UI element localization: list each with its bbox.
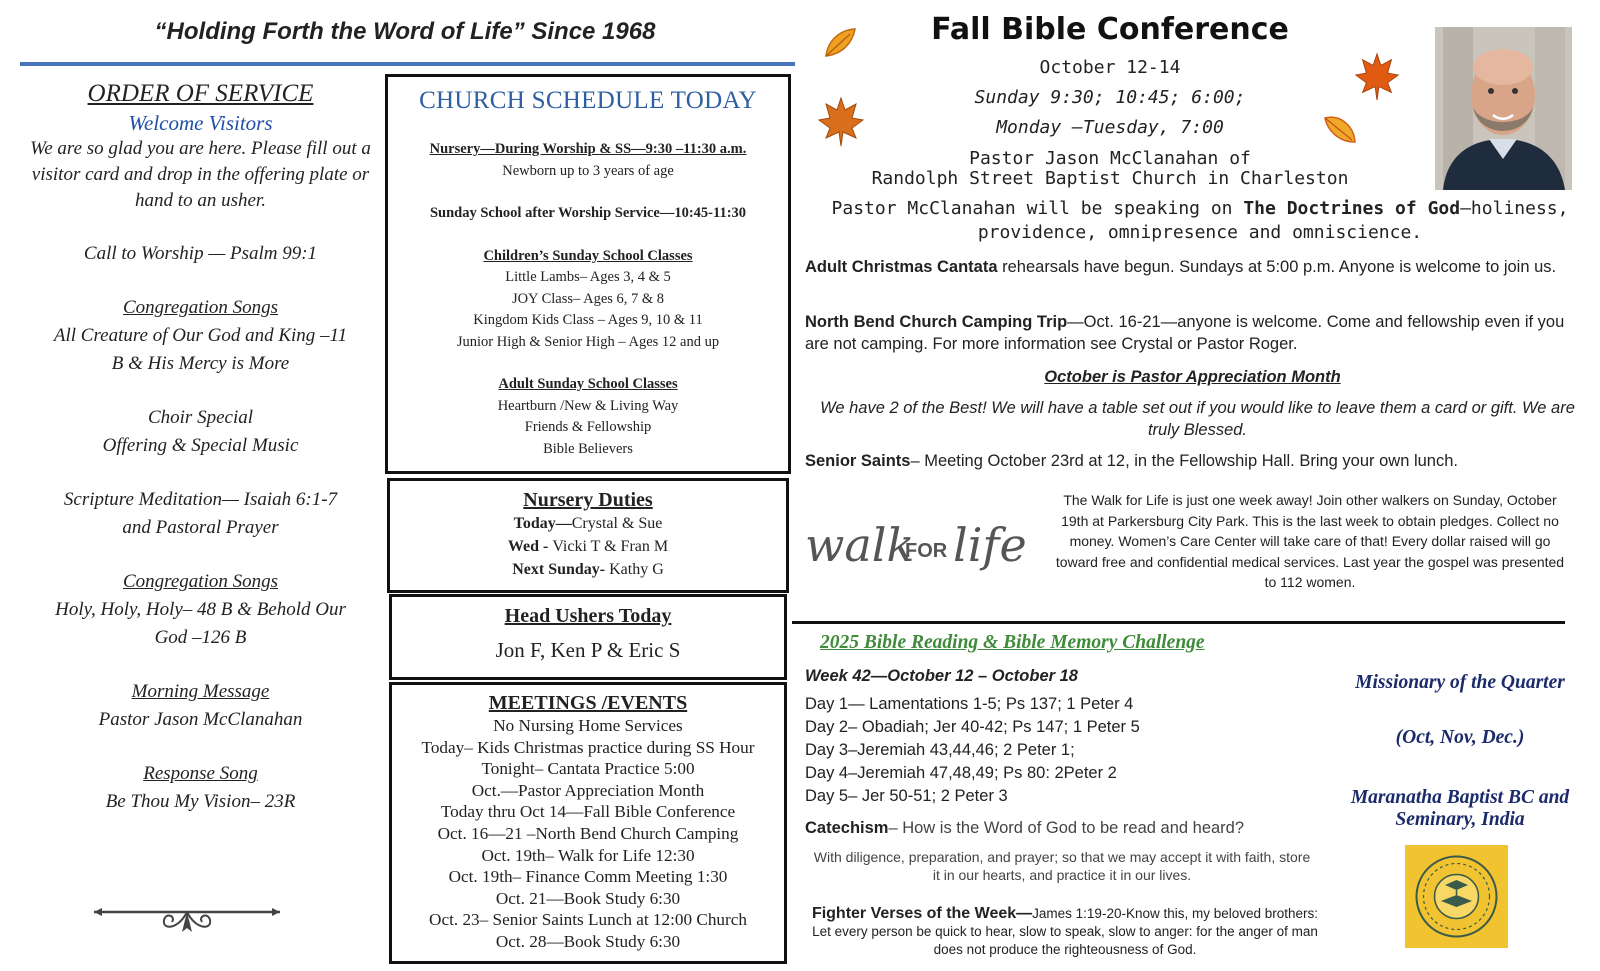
tagline-divider (20, 62, 795, 66)
songs2-line-b: God –126 B (154, 627, 247, 648)
catechism-question: Catechism– How is the Word of God to be read and heard? (805, 819, 1245, 837)
songs2-line-a: Holy, Holy, Holy– 48 B & Behold Our (55, 599, 346, 620)
fighter-verses: Fighter Verses of the Week—James 1:19-20-Know this, my beloved brothers: Let every person be quick to hear, slow to speak, slow to anger: for the anger of man does not produce the righteousness of God. (811, 905, 1319, 957)
response-label: Response Song (143, 763, 258, 784)
children-class: Kingdom Kids Class – Ages 9, 10 & 11 (473, 312, 703, 328)
meeting-item: Oct. 21—Book Study 6:30 (495, 888, 681, 908)
meeting-item: Oct. 19th– Walk for Life 12:30 (481, 845, 695, 865)
meetings-events-box (389, 682, 787, 964)
reading-days (805, 693, 1140, 808)
reading-week: Week 42—October 12 – October 18 (805, 667, 1078, 685)
nursery-heading: Nursery—During Worship & SS—9:30 –11:30 a.m. (429, 141, 747, 157)
call-to-worship: Call to Worship — Psalm 99:1 (83, 243, 318, 264)
adult-classes-heading: Adult Sunday School Classes (498, 376, 678, 392)
missionary-quarter: (Oct, Nov, Dec.) (1395, 727, 1525, 748)
church-schedule-box (385, 74, 791, 474)
meeting-item: Oct.—Pastor Appreciation Month (471, 780, 705, 800)
meetings-title: MEETINGS /EVENTS (488, 692, 688, 714)
songs1-label: Congregation Songs (123, 297, 278, 318)
meeting-item: Today thru Oct 14—Fall Bible Conference (440, 802, 736, 822)
meeting-item: Tonight– Cantata Practice 5:00 (481, 759, 695, 779)
children-class: JOY Class– Ages 6, 7 & 8 (511, 290, 665, 307)
nursery-duties-box (387, 478, 789, 593)
children-class: Junior High & Senior High – Ages 12 and up (456, 333, 720, 350)
songs1-line-a: All Creature of Our God and King –11 (53, 325, 348, 346)
adult-class: Friends & Fellowship (524, 419, 652, 435)
order-of-service (18, 78, 383, 816)
welcome-text: We are so glad you are here. Please fill out a visitor card and drop in the offering plate or hand to an usher. (30, 138, 371, 211)
order-heading: ORDER OF SERVICE (87, 80, 314, 107)
catechism-answer: With diligence, preparation, and prayer; so that we may accept it with faith, store it in our hearts, and practice it in our lives. (813, 849, 1311, 883)
choir-special: Choir Special (147, 407, 254, 428)
adult-class: Heartburn /New & Living Way (497, 397, 679, 414)
sunday-school-time: Sunday School after Worship Service—10:45-11:30 (429, 205, 747, 221)
message-speaker: Pastor Jason McClanahan (98, 709, 303, 730)
scripture-line-a: Scripture Meditation— Isaiah 6:1-7 (63, 489, 338, 510)
reading-challenge-title: 2025 Bible Reading & Bible Memory Challenge (820, 632, 1205, 653)
meeting-item: Oct. 28—Book Study 6:30 (495, 931, 681, 951)
pastor-photo (1435, 27, 1572, 190)
conference-dates: October 12-14 (1039, 57, 1181, 78)
children-classes-heading: Children’s Sunday School Classes (483, 247, 693, 264)
meeting-item: No Nursing Home Services (493, 716, 683, 735)
nursery-age: Newborn up to 3 years of age (502, 162, 674, 179)
walk-for-life-logo: walk FOR life (805, 518, 1027, 572)
head-ushers-box (389, 594, 787, 680)
conference-title: Fall Bible Conference (931, 12, 1289, 47)
reading-day: Day 3–Jeremiah 43,44,46; 2 Peter 1; (805, 741, 1075, 759)
meeting-item: Today– Kids Christmas practice during SS Hour (421, 737, 755, 757)
senior-saints-announcement: Senior Saints– Meeting October 23rd at 12, in the Fellowship Hall. Bring your own lunch. (805, 452, 1458, 470)
section-divider (792, 621, 1565, 624)
ornament-flourish-icon (90, 900, 285, 938)
seminary-seal-logo (1405, 845, 1508, 948)
scripture-line-b: and Pastoral Prayer (122, 517, 279, 538)
adult-class: Bible Believers (543, 440, 633, 457)
conference-sunday-times: Sunday 9:30; 10:45; 6:00; (974, 87, 1246, 108)
songs1-line-b: B & His Mercy is More (111, 353, 290, 374)
pastor-appreciation-heading: October is Pastor Appreciation Month (1044, 368, 1341, 386)
conference-weekday-times: Monday –Tuesday, 7:00 (996, 117, 1224, 138)
reading-day: Day 1— Lamentations 1-5; Ps 137; 1 Peter 4 (805, 695, 1134, 713)
response-song: Be Thou My Vision– 23R (105, 791, 296, 812)
children-class: Little Lambs– Ages 3, 4 & 5 (505, 269, 671, 285)
nursery-duties-title: Nursery Duties (523, 489, 653, 511)
conference-speaker-church: Randolph Street Baptist Church in Charleston (871, 168, 1349, 189)
camping-announcement: North Bend Church Camping Trip—Oct. 16-21—anyone is welcome. Come and fellowship even if you are not camping. For more information see Crystal or Pastor Roger. (805, 313, 1565, 353)
welcome-heading: Welcome Visitors (128, 111, 273, 135)
meeting-item: Oct. 23– Senior Saints Lunch at 12:00 Church (429, 910, 747, 930)
message-label: Morning Message (131, 681, 270, 702)
pastor-appreciation-text: We have 2 of the Best! We will have a table set out if you would like to leave them a card or gift. We are truly Blessed. (820, 399, 1575, 439)
tagline: “Holding Forth the Word of Life” Since 1968 (154, 18, 656, 45)
meeting-item: Oct. 16—21 –North Bend Church Camping (437, 823, 739, 843)
reading-day: Day 2– Obadiah; Jer 40-42; Ps 147; 1 Peter 5 (805, 718, 1140, 736)
ushers-title: Head Ushers Today (504, 605, 672, 627)
ushers-names: Jon F, Ken P & Eric S (495, 638, 681, 662)
reading-day: Day 4–Jeremiah 47,48,49; Ps 80: 2Peter 2 (805, 764, 1117, 782)
schedule-title: CHURCH SCHEDULE TODAY (419, 87, 757, 114)
meeting-item: Oct. 19th– Finance Comm Meeting 1:30 (448, 867, 728, 887)
nursery-wed: Wed - Vicki T & Fran M (507, 538, 669, 555)
offering: Offering & Special Music (102, 435, 299, 456)
walk-for-life-text: The Walk for Life is just one week away! Join other walkers on Sunday, October 19th at Parkersburg City Park. This is the last week to obtain pledges. Collect no money. Women’s Care Center will take care of that! Every dollar raised will go toward free and confidential medical services. Last year the gospel was presented to 112 women. (1055, 492, 1565, 590)
conference-speaker: Pastor Jason McClanahan of (969, 148, 1251, 169)
missionary-title: Missionary of the Quarter (1355, 672, 1565, 693)
songs2-label: Congregation Songs (123, 571, 278, 592)
nursery-today: Today—Crystal & Sue (513, 515, 663, 532)
missionary-name: Maranatha Baptist BC and Seminary, India (1350, 787, 1570, 830)
reading-day: Day 5– Jer 50-51; 2 Peter 3 (805, 787, 1008, 805)
cantata-announcement: Adult Christmas Cantata rehearsals have begun. Sundays at 5:00 p.m. Anyone is welcome to join us. (805, 258, 1557, 276)
nursery-next: Next Sunday- Kathy G (512, 561, 664, 578)
conference-description: Pastor McClanahan will be speaking on The Doctrines of God—holiness, providence, omnipresence and omniscience. (831, 198, 1569, 243)
